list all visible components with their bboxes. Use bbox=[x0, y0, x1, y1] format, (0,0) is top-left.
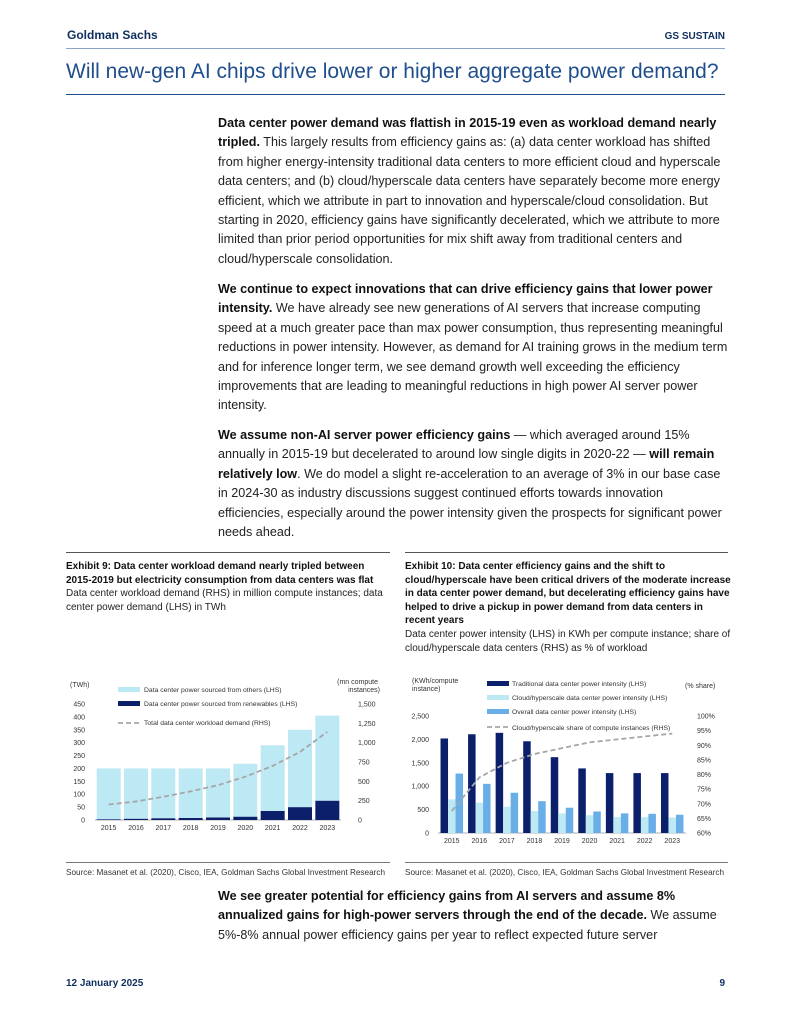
x-tick-label: 2018 bbox=[526, 838, 543, 845]
exhibit-10-source-rule bbox=[405, 862, 728, 863]
bar-others-2017 bbox=[151, 768, 175, 818]
x-tick-label: 2016 bbox=[471, 838, 488, 845]
exhibit-9-source: Source: Masanet et al. (2020), Cisco, IEA, Goldman Sachs Global Investment Research bbox=[66, 868, 386, 877]
y-tick-left: 350 bbox=[73, 727, 85, 735]
bar-others-2015 bbox=[97, 768, 121, 819]
legend-swatch-renewables bbox=[118, 701, 140, 706]
exhibit-10-chart bbox=[405, 676, 728, 848]
bar-others-2022 bbox=[288, 730, 312, 807]
y-axis-right-label-line-1: (mn compute bbox=[337, 679, 378, 686]
x-tick-label: 2023 bbox=[319, 825, 336, 832]
exhibit-9-top-rule bbox=[66, 552, 390, 553]
y-tick-right: 0 bbox=[358, 817, 362, 825]
y-axis-right-label-line-2: instances) bbox=[348, 687, 380, 694]
bar-others-2020 bbox=[233, 764, 257, 817]
exhibit-10-source: Source: Masanet et al. (2020), Cisco, IEA, Goldman Sachs Global Investment Research bbox=[405, 868, 725, 877]
y-tick-right: 100% bbox=[697, 713, 715, 721]
y-tick-left: 0 bbox=[81, 817, 85, 825]
exhibit-10-title: Exhibit 10: Data center efficiency gains and the shift to cloud/hyperscale have been critical drivers of the moderate increase in data center power demand, but decelerating efficiency gains have helped to drive a pickup in power demand from data centers in recent years bbox=[405, 561, 731, 626]
bar-others-2023 bbox=[315, 716, 339, 801]
paragraph-3 bbox=[218, 426, 728, 542]
exhibit-9-source-rule bbox=[66, 862, 390, 863]
y-tick-left: 100 bbox=[73, 791, 85, 799]
y-tick-left: 1,000 bbox=[411, 783, 429, 791]
x-tick-label: 2020 bbox=[581, 838, 598, 845]
bar-overall-2023 bbox=[676, 815, 684, 833]
y-tick-right: 1,000 bbox=[358, 740, 376, 748]
paragraph-2-lead: We continue to expect innovations that can drive efficiency gains that lower power intensity. bbox=[218, 282, 713, 316]
paragraph-1-text: This largely results from efficiency gains as: (a) data center workload has shifted from higher energy-intensity traditional data centers to more efficient cloud and hyperscale data centers; and (b) cloud/hyperscale data centers have separately become more energy efficient, which we attribute in part to innovation and hyperscale/cloud consolidation. But starting in 2020, efficiency gains have significantly decelerated, which we attribute to more limited than prior period opportunities for mix shift away from traditional centers and cloud/hyperscale consolidation. bbox=[218, 135, 721, 266]
y-axis-left-label-line-1: (KWh/compute bbox=[412, 678, 459, 685]
y-tick-right: 1,500 bbox=[358, 701, 376, 709]
bar-cloud-2021 bbox=[613, 817, 621, 833]
y-tick-right: 70% bbox=[697, 801, 712, 809]
bar-renewables-2016 bbox=[124, 819, 148, 820]
bar-traditional-2021 bbox=[606, 773, 614, 833]
bar-traditional-2019 bbox=[551, 757, 559, 833]
paragraph-4 bbox=[218, 887, 728, 945]
exhibit-9-chart bbox=[66, 676, 390, 838]
bar-renewables-2018 bbox=[179, 818, 203, 820]
bar-others-2021 bbox=[261, 745, 285, 811]
y-tick-left: 300 bbox=[73, 740, 85, 748]
bar-renewables-2015 bbox=[97, 819, 121, 820]
bar-renewables-2022 bbox=[288, 807, 312, 820]
y-tick-right: 1,250 bbox=[358, 720, 376, 728]
x-tick-label: 2021 bbox=[264, 825, 281, 832]
bar-traditional-2017 bbox=[496, 733, 504, 833]
paragraph-3-text-1: — which averaged around 15% annually in 2015-19 but decelerated to around low single digits in 2020-22 — bbox=[218, 428, 690, 462]
paragraph-2-text: We have already see new generations of AI servers that increase computing speed at a much greater pace than max power consumption, thus representing meaningful reductions in power intensity. However, as demand for AI training grows in the medium term and for inference longer term, we see demand growth well exceeding the efficiency improvements that are leading to meaningful reductions in high power AI server power intensity. bbox=[218, 301, 728, 413]
bar-overall-2019 bbox=[566, 808, 574, 833]
legend-label-traditional: Traditional data center power intensity (LHS) bbox=[512, 681, 647, 688]
x-tick-label: 2017 bbox=[155, 825, 172, 832]
y-tick-left: 200 bbox=[73, 765, 85, 773]
bar-cloud-2019 bbox=[558, 813, 566, 833]
bar-cloud-2020 bbox=[586, 815, 594, 833]
x-tick-label: 2021 bbox=[609, 838, 625, 845]
y-axis-right-label: (% share) bbox=[685, 683, 716, 690]
y-tick-right: 90% bbox=[697, 742, 712, 750]
exhibit-10-top-rule bbox=[405, 552, 728, 553]
x-tick-label: 2018 bbox=[182, 825, 199, 832]
x-tick-label: 2015 bbox=[100, 825, 117, 832]
y-tick-left: 50 bbox=[77, 804, 85, 812]
y-tick-left: 150 bbox=[73, 778, 85, 786]
x-tick-label: 2022 bbox=[636, 838, 653, 845]
y-tick-right: 750 bbox=[358, 759, 370, 767]
bar-cloud-2018 bbox=[531, 811, 539, 833]
bar-cloud-2022 bbox=[641, 817, 649, 833]
y-tick-right: 65% bbox=[697, 815, 712, 823]
y-tick-left: 2,000 bbox=[411, 736, 429, 744]
bar-cloud-2017 bbox=[503, 807, 511, 833]
bar-renewables-2021 bbox=[261, 811, 285, 820]
paragraph-3-lead: We assume non-AI server power efficiency gains bbox=[218, 428, 511, 442]
y-tick-left: 250 bbox=[73, 753, 85, 761]
legend-label-cloud-share: Cloud/hyperscale share of compute instances (RHS) bbox=[512, 725, 671, 732]
y-tick-right: 500 bbox=[358, 778, 370, 786]
section-label: GS SUSTAIN bbox=[664, 31, 725, 42]
legend-swatch-cloud bbox=[487, 695, 509, 700]
title-divider bbox=[66, 94, 725, 95]
bar-cloud-2016 bbox=[476, 803, 484, 833]
page-title: Will new-gen AI chips drive lower or higher aggregate power demand? bbox=[66, 60, 719, 83]
bar-overall-2018 bbox=[538, 801, 546, 833]
x-tick-label: 2019 bbox=[554, 838, 570, 845]
y-tick-right: 250 bbox=[358, 798, 370, 806]
bar-overall-2021 bbox=[621, 813, 629, 833]
bar-renewables-2017 bbox=[151, 818, 175, 820]
legend-label-others: Data center power sourced from others (LHS) bbox=[144, 687, 282, 694]
x-tick-label: 2020 bbox=[237, 825, 254, 832]
bar-overall-2016 bbox=[483, 784, 491, 833]
x-tick-label: 2017 bbox=[499, 838, 515, 845]
y-tick-left: 400 bbox=[73, 714, 85, 722]
paragraph-1 bbox=[218, 114, 728, 269]
brand-name: Goldman Sachs bbox=[67, 28, 158, 42]
header-divider bbox=[66, 48, 725, 49]
bar-cloud-2023 bbox=[668, 818, 676, 833]
paragraph-1-lead: Data center power demand was flattish in 2015-19 even as workload demand nearly tripled. bbox=[218, 116, 717, 150]
x-tick-label: 2023 bbox=[664, 838, 681, 845]
bar-renewables-2023 bbox=[315, 801, 339, 820]
legend-label-cloud: Cloud/hyperscale data center power intensity (LHS) bbox=[512, 695, 668, 702]
paragraph-3-emphasis: will remain relatively low bbox=[218, 447, 715, 481]
paragraph-3-text-2: . We do model a slight re-acceleration to an average of 3% in our base case in 2024-30 as industry discussions suggest continued efforts towards innovation efficiencies, especially around the power intensity given the prospects for significant power needs ahead. bbox=[218, 466, 722, 540]
legend-label-overall: Overall data center power intensity (LHS) bbox=[512, 709, 637, 716]
bar-traditional-2020 bbox=[578, 768, 586, 833]
bar-traditional-2015 bbox=[441, 738, 449, 833]
y-tick-right: 95% bbox=[697, 728, 712, 736]
x-tick-label: 2019 bbox=[210, 825, 226, 832]
bar-renewables-2019 bbox=[206, 817, 230, 820]
y-tick-left: 500 bbox=[417, 807, 429, 815]
bar-others-2019 bbox=[206, 768, 230, 817]
y-tick-right: 75% bbox=[697, 786, 712, 794]
bar-overall-2020 bbox=[593, 811, 601, 833]
y-tick-left: 1,500 bbox=[411, 760, 429, 768]
legend-swatch-others bbox=[118, 687, 140, 692]
legend-swatch-overall bbox=[487, 709, 509, 714]
y-tick-left: 0 bbox=[425, 830, 429, 838]
bar-others-2016 bbox=[124, 768, 148, 818]
exhibit-9-title: Exhibit 9: Data center workload demand nearly tripled between 2015-2019 but electricity consumption from data centers was flat bbox=[66, 561, 374, 586]
bar-overall-2022 bbox=[648, 814, 656, 833]
exhibit-10-subtitle: Data center power intensity (LHS) in KWh per compute instance; share of cloud/hyperscale data centers (RHS) as % of workload bbox=[405, 629, 731, 654]
bar-traditional-2023 bbox=[661, 773, 669, 833]
legend-label-renewables: Data center power sourced from renewables (LHS) bbox=[144, 701, 298, 708]
page-number: 9 bbox=[719, 978, 725, 989]
x-tick-label: 2016 bbox=[128, 825, 144, 832]
bar-traditional-2022 bbox=[633, 773, 641, 833]
y-tick-right: 85% bbox=[697, 757, 712, 765]
bar-renewables-2020 bbox=[233, 817, 257, 820]
x-tick-label: 2015 bbox=[443, 838, 460, 845]
exhibit-9-subtitle: Data center workload demand (RHS) in million compute instances; data center power demand (LHS) in TWh bbox=[66, 588, 383, 613]
footer-date: 12 January 2025 bbox=[66, 978, 144, 989]
y-axis-left-label: (TWh) bbox=[70, 682, 90, 689]
paragraph-2 bbox=[218, 280, 728, 416]
legend-label-workload: Total data center workload demand (RHS) bbox=[144, 720, 271, 727]
y-tick-right: 60% bbox=[697, 830, 712, 838]
x-tick-label: 2022 bbox=[292, 825, 308, 832]
legend-swatch-traditional bbox=[487, 681, 509, 686]
bar-overall-2017 bbox=[511, 793, 519, 833]
paragraph-4-text: We assume 5%-8% annual power efficiency gains per year to reflect expected future server bbox=[218, 908, 717, 942]
y-axis-left-label-line-2: instance) bbox=[412, 686, 441, 693]
bar-cloud-2015 bbox=[448, 799, 456, 833]
y-tick-left: 450 bbox=[73, 701, 85, 709]
y-tick-left: 2,500 bbox=[411, 713, 429, 721]
y-tick-right: 80% bbox=[697, 772, 712, 779]
paragraph-4-lead: We see greater potential for efficiency gains from AI servers and assume 8% annualized gains for high-power servers through the end of the decade. bbox=[218, 889, 676, 923]
